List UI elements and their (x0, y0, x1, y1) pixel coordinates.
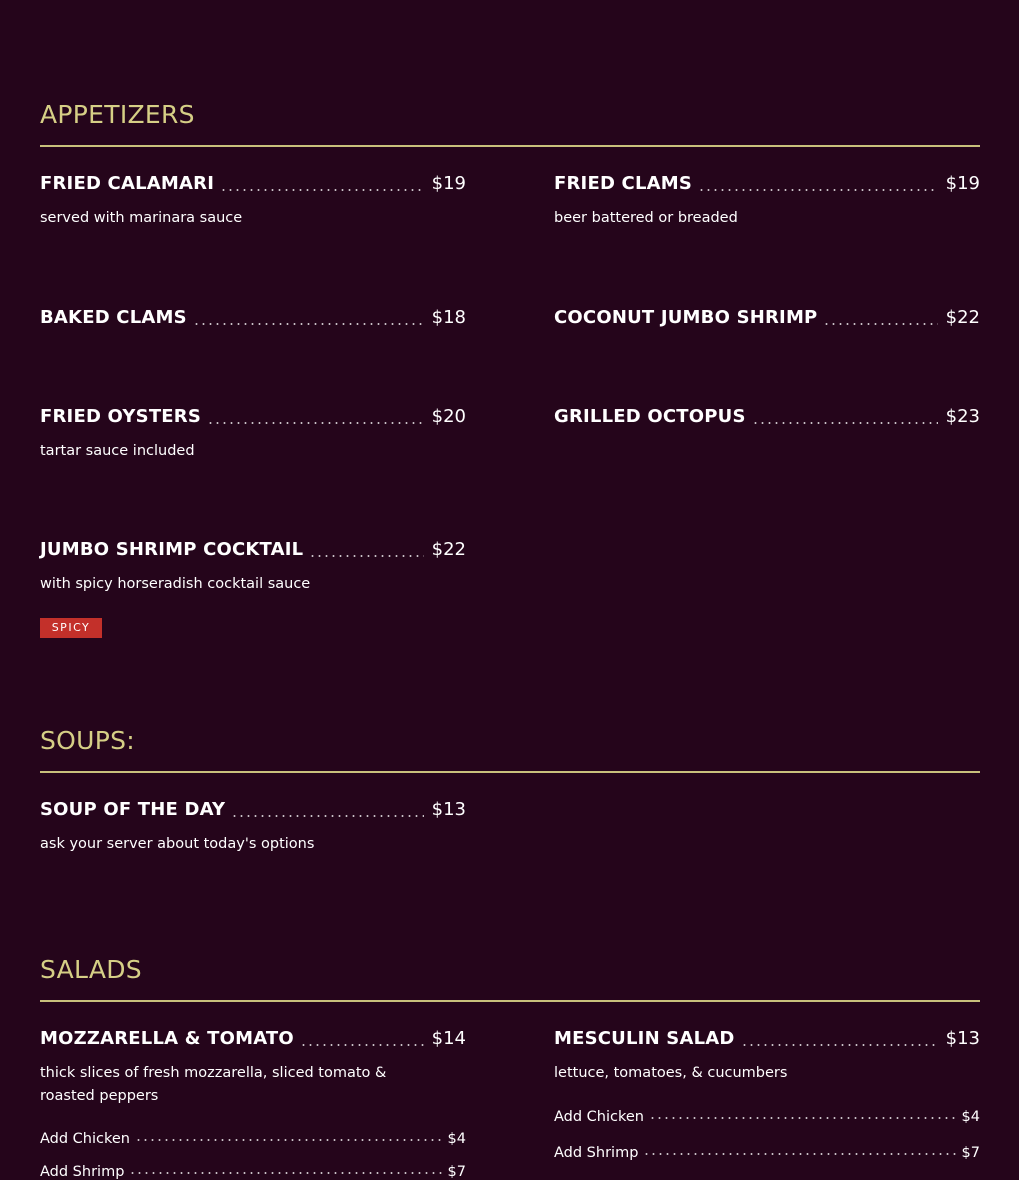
item-name: GRILLED OCTOPUS (554, 406, 746, 427)
item-name: MESCULIN SALAD (554, 1028, 735, 1049)
dot-leader (649, 1116, 956, 1120)
menu-item-fried-oysters[interactable] (40, 401, 466, 429)
item-price: $19 (431, 173, 466, 194)
item-price: $14 (431, 1028, 466, 1049)
section-title-appetizers: APPETIZERS (40, 100, 195, 129)
addon-price: $4 (447, 1131, 466, 1147)
addon-name: Add Shrimp (554, 1145, 639, 1161)
item-name: COCONUT JUMBO SHRIMP (554, 307, 818, 328)
item-price: $22 (431, 539, 466, 560)
addon-add-shrimp[interactable] (40, 1158, 466, 1180)
item-price: $13 (431, 799, 466, 820)
spicy-badge: SPICY (40, 618, 102, 638)
dot-leader (207, 421, 424, 425)
dot-leader (752, 421, 938, 425)
dot-leader (309, 554, 423, 558)
item-name: JUMBO SHRIMP COCKTAIL (40, 539, 304, 560)
item-name: FRIED CALAMARI (40, 173, 215, 194)
dot-leader (135, 1138, 442, 1142)
item-description: tartar sauce included (40, 443, 195, 459)
section-title-salads: SALADS (40, 955, 142, 984)
item-description: beer battered or breaded (554, 210, 738, 226)
section-divider (40, 1000, 980, 1002)
item-price: $13 (945, 1028, 980, 1049)
dot-leader (643, 1152, 955, 1156)
menu-item-fried-calamari[interactable] (40, 168, 466, 196)
addon-name: Add Chicken (40, 1131, 130, 1147)
dot-leader (193, 322, 424, 326)
item-name: FRIED CLAMS (554, 173, 693, 194)
menu-item-mesculin-salad[interactable] (554, 1023, 980, 1051)
addon-price: $7 (961, 1145, 980, 1161)
item-price: $23 (945, 406, 980, 427)
addon-add-chicken[interactable] (40, 1125, 466, 1147)
addon-price: $4 (961, 1109, 980, 1125)
menu-item-fried-clams[interactable] (554, 168, 980, 196)
item-price: $22 (945, 307, 980, 328)
menu-item-mozzarella-tomato[interactable] (40, 1023, 466, 1051)
dot-leader (698, 188, 938, 192)
addon-add-shrimp[interactable] (554, 1139, 980, 1161)
section-divider (40, 771, 980, 773)
item-name: BAKED CLAMS (40, 307, 187, 328)
item-name: FRIED OYSTERS (40, 406, 202, 427)
item-description: with spicy horseradish cocktail sauce (40, 576, 311, 592)
item-price: $19 (945, 173, 980, 194)
section-title-soups: SOUPS: (40, 726, 136, 755)
item-price: $20 (431, 406, 466, 427)
item-price: $18 (431, 307, 466, 328)
dot-leader (231, 814, 423, 818)
dot-leader (129, 1171, 441, 1175)
item-description: ask your server about today's options (40, 836, 315, 852)
dot-leader (823, 322, 937, 326)
item-description: lettuce, tomatoes, & cucumbers (554, 1065, 788, 1081)
menu-item-coconut-jumbo-shrimp[interactable] (554, 302, 980, 330)
dot-leader (220, 188, 424, 192)
addon-name: Add Shrimp (40, 1164, 125, 1180)
dot-leader (300, 1043, 424, 1047)
addon-add-chicken[interactable] (554, 1103, 980, 1125)
menu-item-soup-of-the-day[interactable] (40, 794, 466, 822)
section-divider (40, 145, 980, 147)
addon-price: $7 (447, 1164, 466, 1180)
dot-leader (741, 1043, 938, 1047)
addon-name: Add Chicken (554, 1109, 644, 1125)
menu-item-baked-clams[interactable] (40, 302, 466, 330)
menu-item-grilled-octopus[interactable] (554, 401, 980, 429)
item-name: MOZZARELLA & TOMATO (40, 1028, 294, 1049)
item-name: SOUP OF THE DAY (40, 799, 226, 820)
item-description: thick slices of fresh mozzarella, sliced tomato & roasted peppers (40, 1065, 387, 1104)
item-description: served with marinara sauce (40, 210, 243, 226)
menu-item-jumbo-shrimp-cocktail[interactable] (40, 534, 466, 562)
